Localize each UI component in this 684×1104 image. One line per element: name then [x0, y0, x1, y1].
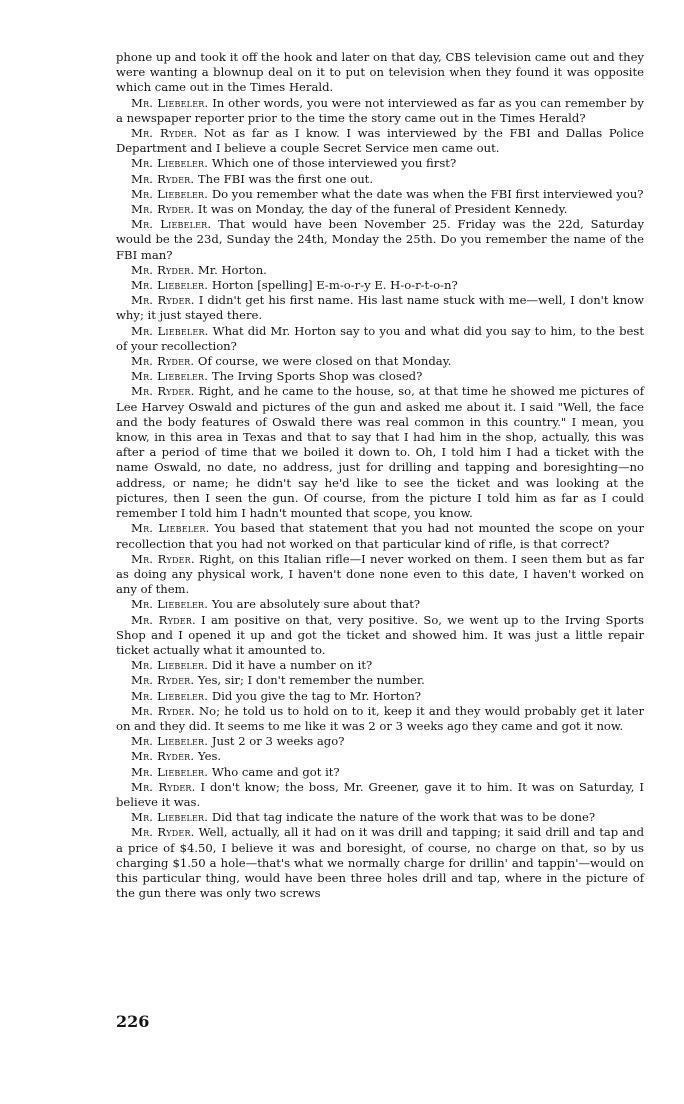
paragraph: [116, 734, 644, 749]
paragraph-text: No; he told us to hold on to it, keep it and they would probably get it later on and they did. It seems to me like it was 2 or 3 weeks ago they came and got it now.: [116, 703, 644, 733]
paragraph: [116, 293, 644, 323]
speaker-label: Mr. Liebeler.: [131, 764, 209, 779]
paragraph: [116, 384, 644, 521]
paragraph: [116, 658, 644, 673]
speaker-label: Mr. Liebeler.: [131, 156, 209, 171]
speaker-label: Mr. Liebeler.: [131, 688, 209, 703]
paragraph: [116, 765, 644, 780]
speaker-label: Mr. Ryder.: [131, 779, 196, 794]
paragraph: [116, 263, 644, 278]
paragraph: [116, 673, 644, 688]
paragraph-text: The FBI was the first one out.: [194, 171, 374, 186]
paragraph-text: You are absolutely sure about that?: [208, 597, 421, 612]
speaker-label: Mr. Ryder.: [131, 825, 195, 840]
paragraph: [116, 825, 644, 901]
speaker-label: Mr. Ryder.: [131, 202, 195, 217]
paragraph-text: Yes, sir; I don't remember the number.: [194, 673, 425, 688]
paragraph-text: phone up and took it off the hook and later on that day, CBS television came out and they were wanting a blownup deal on it to put on television when they found it was opposite which came out in the Times Herald.: [116, 50, 644, 95]
paragraph-text: Did you give the tag to Mr. Horton?: [208, 688, 421, 703]
paragraph: [116, 552, 644, 598]
paragraph: [116, 810, 644, 825]
paragraph: [116, 689, 644, 704]
paragraph: [116, 156, 644, 171]
paragraph: [116, 202, 644, 217]
speaker-label: Mr. Ryder.: [131, 673, 195, 688]
paragraph: [116, 50, 644, 96]
speaker-label: Mr. Ryder.: [131, 703, 195, 718]
paragraph: [116, 278, 644, 293]
paragraph: [116, 354, 644, 369]
paragraph-text: It was on Monday, the day of the funeral of President Kennedy.: [194, 202, 568, 217]
paragraph: [116, 521, 644, 551]
paragraph: [116, 172, 644, 187]
paragraph-text: Right, on this Italian rifle—I never worked on them. I seen them but as far as doing any physical work, I haven't done none even to this date, I haven't worked on any of them.: [116, 551, 644, 597]
speaker-label: Mr. Ryder.: [131, 384, 195, 399]
paragraph-text: I don't know; the boss, Mr. Greener, gave it to him. It was on Saturday, I believe it was.: [116, 779, 644, 809]
paragraph-text: Just 2 or 3 weeks ago?: [208, 734, 345, 749]
speaker-label: Mr. Liebeler.: [131, 658, 209, 673]
speaker-label: Mr. Liebeler.: [131, 597, 209, 612]
speaker-label: Mr. Liebeler.: [131, 810, 209, 825]
paragraph-text: Yes.: [194, 749, 222, 764]
paragraph-text: Did it have a number on it?: [208, 658, 373, 673]
paragraph-text: You based that statement that you had not mounted the scope on your recollection that you had not worked on that particular kind of rifle, is that correct?: [116, 521, 644, 551]
paragraph-text: Which one of those interviewed you first?: [208, 156, 457, 171]
speaker-label: Mr. Ryder.: [131, 612, 196, 627]
speaker-label: Mr. Liebeler.: [131, 521, 210, 536]
speaker-label: Mr. Liebeler.: [131, 186, 209, 201]
speaker-label: Mr. Liebeler.: [131, 323, 209, 338]
paragraph-text: Mr. Horton.: [194, 262, 267, 277]
transcript-page: [116, 50, 644, 901]
paragraph-text: Do you remember what the date was when the FBI first interviewed you?: [208, 186, 644, 201]
speaker-label: Mr. Liebeler.: [131, 217, 212, 232]
speaker-label: Mr. Liebeler.: [131, 95, 209, 110]
paragraph-text: The Irving Sports Shop was closed?: [208, 369, 423, 384]
paragraph-text: Of course, we were closed on that Monday.: [194, 354, 452, 369]
paragraph-text: I am positive on that, very positive. So, we went up to the Irving Sports Shop and I opened it up and got the ticket and showed him. It was just a little repair ticket actually what it amounted to.: [116, 612, 644, 657]
paragraph: [116, 126, 644, 156]
paragraph: [116, 704, 644, 734]
speaker-label: Mr. Ryder.: [131, 171, 195, 186]
paragraph: [116, 217, 644, 263]
paragraph-text: Did that tag indicate the nature of the work that was to be done?: [208, 810, 596, 825]
paragraph-text: In other words, you were not interviewed as far as you can remember by a newspaper reporter prior to the time the story came out in the Times Herald?: [116, 95, 644, 125]
speaker-label: Mr. Liebeler.: [131, 369, 209, 384]
speaker-label: Mr. Ryder.: [131, 126, 198, 141]
speaker-label: Mr. Liebeler.: [131, 734, 209, 749]
page-number: 226: [116, 1012, 150, 1031]
paragraph-text: Right, and he came to the house, so, at that time he showed me pictures of Lee Harvey Oswald and pictures of the gun and asked me about it. I said "Well, the face and the body features of Oswald there was real common in this country." I mean, you know, in this area in Texas and that to say that I had him in the shop, actually, this was after a period of time that we boiled it down to. Oh, I told him I had a ticket with the name Oswald, no date, no address, just for drilling and tapping and boresighting—no address, or name; he didn't say he'd like to see the ticket and was looking at the pictures, then I seen the gun. Of course, from the picture I told him as far as I could remember I told him I hadn't mounted that scope, you know.: [116, 384, 644, 521]
paragraph: [116, 780, 644, 810]
speaker-label: Mr. Ryder.: [131, 551, 195, 566]
speaker-label: Mr. Liebeler.: [131, 278, 209, 293]
paragraph: [116, 613, 644, 659]
paragraph: [116, 324, 644, 354]
paragraph-text: Horton [spelling] E-m-o-r-y E. H-o-r-t-o-n?: [208, 278, 458, 293]
paragraph-text: What did Mr. Horton say to you and what did you say to him, to the best of your recollection?: [116, 323, 644, 353]
speaker-label: Mr. Ryder.: [131, 262, 195, 277]
paragraph-text: Well, actually, all it had on it was drill and tapping; it said drill and tap and a price of $4.50, I believe it was and boresight, of course, no charge on that, so by us charging $1.50 a hole—that's what we normally charge for drillin' and tappin'—would on this particular thing, would have been three holes drill and tap, where in the picture of the gun there was only two screws: [116, 825, 644, 901]
paragraph-text: Not as far as I know. I was interviewed by the FBI and Dallas Police Department and I believe a couple Secret Service men came out.: [116, 126, 644, 156]
paragraph-text: Who came and got it?: [208, 764, 340, 779]
paragraph-text: That would have been November 25. Friday was the 22d, Saturday would be the 23d, Sunday the 24th, Monday the 25th. Do you remember the name of the FBI man?: [116, 217, 644, 262]
paragraph: [116, 96, 644, 126]
speaker-label: Mr. Ryder.: [131, 354, 195, 369]
paragraph-text: I didn't get his first name. His last name stuck with me—well, I don't know why; it just stayed there.: [116, 293, 644, 323]
paragraph: [116, 369, 644, 384]
paragraph: [116, 749, 644, 764]
paragraph: [116, 597, 644, 612]
paragraph: [116, 187, 644, 202]
speaker-label: Mr. Ryder.: [131, 293, 195, 308]
speaker-label: Mr. Ryder.: [131, 749, 195, 764]
